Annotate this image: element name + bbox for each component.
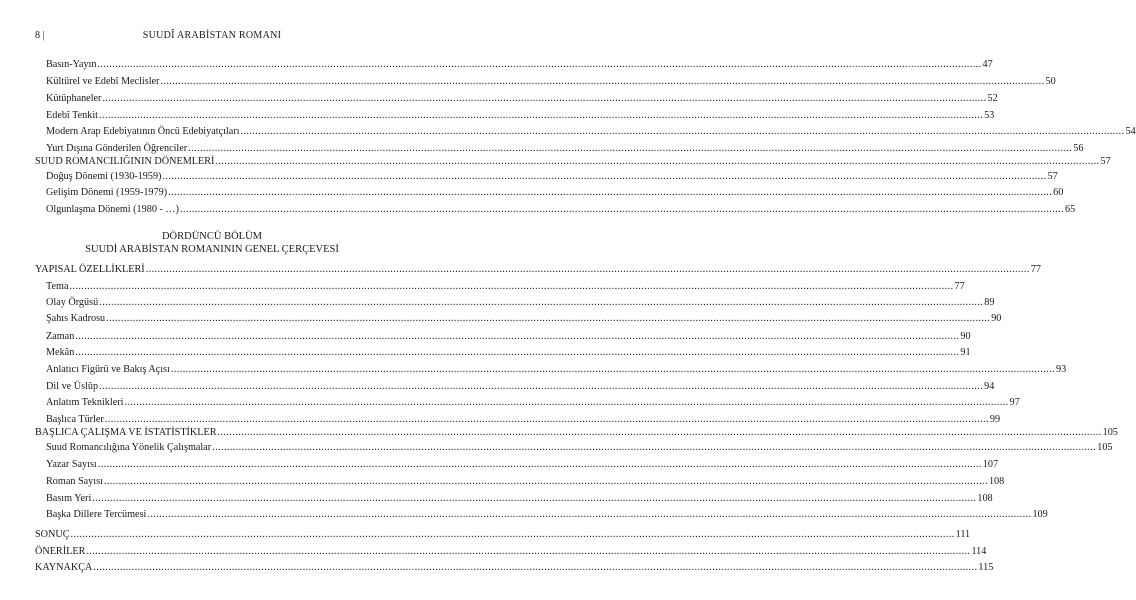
toc-entry <box>0 330 971 344</box>
toc-entry-page: 77 <box>954 281 965 292</box>
toc-entry-title: Şahıs Kadrosu <box>46 313 106 324</box>
dot-leader: ............................................................................................................................................................................................................................................................................................................ <box>99 381 984 392</box>
toc-entry-title: ÖNERİLER <box>35 546 86 557</box>
toc-entry <box>0 396 1020 410</box>
toc-entry-title: Basım Yeri <box>46 493 92 504</box>
toc-entry <box>0 186 1064 200</box>
toc-entry-page: 54 <box>1125 126 1136 137</box>
toc-entry-title: Mekân <box>46 347 75 358</box>
toc-entry <box>0 528 971 542</box>
toc-entry <box>0 312 1002 326</box>
toc-entry-title: Modern Arap Edebiyatının Öncü Edebiyatçıları <box>46 126 240 137</box>
toc-entry-page: 53 <box>984 110 995 121</box>
toc-entry-page: 97 <box>1009 397 1020 408</box>
toc-entry-page: 114 <box>971 546 987 557</box>
dot-leader: ............................................................................................................................................................................................................................................................................................................ <box>86 546 971 557</box>
toc-entry-title: Anlatıcı Figürü ve Bakış Açısı <box>46 364 170 375</box>
dot-leader: ............................................................................................................................................................................................................................................................................................................ <box>160 76 1045 87</box>
toc-entry-title: Edebî Tenkit <box>46 110 99 121</box>
toc-entry-page: 56 <box>1073 143 1084 154</box>
toc-entry-page: 65 <box>1065 204 1076 215</box>
dot-leader: ............................................................................................................................................................................................................................................................................................................ <box>145 264 1030 275</box>
toc-entry <box>0 413 1001 427</box>
toc-entry <box>0 280 965 294</box>
toc-entry-title: Olay Örgüsü <box>46 297 99 308</box>
dot-leader: ............................................................................................................................................................................................................................................................................................................ <box>124 397 1009 408</box>
toc-entry <box>0 441 1113 455</box>
toc-entry-page: 99 <box>989 414 1001 425</box>
toc-entry-page: 47 <box>982 59 993 70</box>
toc-entry-page: 105 <box>1102 427 1118 438</box>
toc-entry-page: 52 <box>987 93 998 104</box>
toc-entry <box>0 296 995 310</box>
toc-entry-page: 108 <box>988 476 1005 487</box>
toc-entry-title: SONUÇ <box>35 529 70 540</box>
toc-entry-title: Roman Sayısı <box>46 476 103 487</box>
toc-entry <box>0 170 1058 184</box>
dot-leader: ............................................................................................................................................................................................................................................................................................................ <box>75 347 960 358</box>
dot-leader: ............................................................................................................................................................................................................................................................................................................ <box>147 509 1032 520</box>
dot-leader: ............................................................................................................................................................................................................................................................................................................ <box>106 313 991 324</box>
toc-entry-title: Olgunlaşma Dönemi (1980 - …) <box>46 204 179 215</box>
toc-entry-page: 57 <box>1047 171 1058 182</box>
dot-leader: ............................................................................................................................................................................................................................................................................................................ <box>102 93 987 104</box>
toc-entry-title: YAPISAL ÖZELLİKLERİ <box>35 264 145 275</box>
dot-leader: ............................................................................................................................................................................................................................................................................................................ <box>168 187 1053 198</box>
toc-entry-title: Başlıca Türler <box>46 414 104 425</box>
toc-entry-title: KAYNAKÇA <box>35 562 93 573</box>
page-header <box>35 29 389 43</box>
dot-leader: ............................................................................................................................................................................................................................................................................................................ <box>97 459 982 470</box>
toc-entry-page: 107 <box>982 459 999 470</box>
toc-entry-page: 93 <box>1056 364 1067 375</box>
toc-entry-title: Doğuş Dönemi (1930-1959) <box>46 171 162 182</box>
toc-entry-title: Zaman <box>46 331 75 342</box>
dot-leader: ............................................................................................................................................................................................................................................................................................................ <box>188 143 1073 154</box>
toc-entry <box>0 475 1005 489</box>
dot-leader: ............................................................................................................................................................................................................................................................................................................ <box>170 364 1055 375</box>
toc-entry-page: 108 <box>977 493 993 504</box>
toc-entry <box>0 109 995 123</box>
toc-entry-page: 89 <box>984 297 995 308</box>
toc-entry-title: Başka Dillere Tercümesi <box>46 509 147 520</box>
toc-entry-title: Yazar Sayısı <box>46 459 97 470</box>
dot-leader: ............................................................................................................................................................................................................................................................................................................ <box>240 126 1125 137</box>
toc-entry-title: Dil ve Üslûp <box>46 381 99 392</box>
dot-leader: ............................................................................................................................................................................................................................................................................................................ <box>162 171 1047 182</box>
toc-entry-title: SUUD ROMANCILIĞININ DÖNEMLERİ <box>35 156 215 167</box>
toc-entry-title: Suud Romancılığına Yönelik Çalışmalar <box>46 442 212 453</box>
toc-entry-title: Kültürel ve Edebî Meclisler <box>46 76 160 87</box>
toc-entry <box>0 346 971 360</box>
toc-entry-page: 109 <box>1032 509 1048 520</box>
toc-entry <box>0 426 1118 440</box>
toc-entry <box>0 458 999 472</box>
toc-entry <box>0 203 1076 217</box>
toc-entry-page: 90 <box>960 331 971 342</box>
toc-entry <box>0 363 1067 377</box>
toc-entry <box>0 142 1084 156</box>
dot-leader: ............................................................................................................................................................................................................................................................................................................ <box>104 414 989 425</box>
toc-entry-page: 77 <box>1030 264 1041 275</box>
toc-entry <box>0 508 1048 522</box>
toc-entry-page: 94 <box>984 381 995 392</box>
toc-entry <box>0 125 1136 139</box>
dot-leader: ............................................................................................................................................................................................................................................................................................................ <box>93 562 978 573</box>
toc-entry-title: Basın-Yayın <box>46 59 97 70</box>
chapter-title: SUUDİ ARABİSTAN ROMANININ GENEL ÇERÇEVESİ <box>85 244 339 255</box>
dot-leader: ............................................................................................................................................................................................................................................................................................................ <box>70 529 955 540</box>
dot-leader: ............................................................................................................................................................................................................................................................................................................ <box>99 110 984 121</box>
toc-entry-page: 57 <box>1100 156 1111 167</box>
dot-leader: ............................................................................................................................................................................................................................................................................................................ <box>69 281 954 292</box>
toc-entry-page: 50 <box>1045 76 1056 87</box>
toc-entry-title: Yurt Dışına Gönderilen Öğrenciler <box>46 143 188 154</box>
dot-leader: ............................................................................................................................................................................................................................................................................................................ <box>103 476 988 487</box>
toc-entry <box>0 492 993 506</box>
toc-entry <box>0 561 994 575</box>
toc-entry <box>0 75 1056 89</box>
toc-entry-title: BAŞLICA ÇALIŞMA VE İSTATİSTİKLER <box>35 427 217 438</box>
toc-entry-page: 105 <box>1097 442 1113 453</box>
dot-leader: ............................................................................................................................................................................................................................................................................................................ <box>92 493 977 504</box>
toc-entry-page: 91 <box>960 347 971 358</box>
toc-entry-title: Anlatım Teknikleri <box>46 397 124 408</box>
toc-entry-title: Tema <box>46 281 69 292</box>
toc-entry <box>0 155 1111 169</box>
toc-entry-page: 90 <box>991 313 1002 324</box>
dot-leader: ............................................................................................................................................................................................................................................................................................................ <box>179 204 1065 215</box>
dot-leader: ............................................................................................................................................................................................................................................................................................................ <box>212 442 1097 453</box>
toc-entry <box>0 58 993 72</box>
dot-leader: ............................................................................................................................................................................................................................................................................................................ <box>97 59 982 70</box>
toc-entry-page: 115 <box>978 562 994 573</box>
page-number: 8 | <box>35 30 45 41</box>
dot-leader: ............................................................................................................................................................................................................................................................................................................ <box>217 427 1102 438</box>
toc-entry-page: 111 <box>955 529 971 540</box>
toc-entry <box>0 380 995 394</box>
toc-entry-title: Kütüphaneler <box>46 93 102 104</box>
dot-leader: ............................................................................................................................................................................................................................................................................................................ <box>215 156 1100 167</box>
toc-entry <box>0 92 998 106</box>
running-title: SUUDÎ ARABİSTAN ROMANI <box>142 30 282 41</box>
toc-entry <box>0 263 1041 277</box>
toc-entry <box>0 545 987 559</box>
dot-leader: ............................................................................................................................................................................................................................................................................................................ <box>99 297 984 308</box>
chapter-label: DÖRDÜNCÜ BÖLÜM <box>161 231 263 242</box>
toc-entry-page: 60 <box>1053 187 1064 198</box>
toc-entry-title: Gelişim Dönemi (1959-1979) <box>46 187 168 198</box>
dot-leader: ............................................................................................................................................................................................................................................................................................................ <box>75 331 960 342</box>
